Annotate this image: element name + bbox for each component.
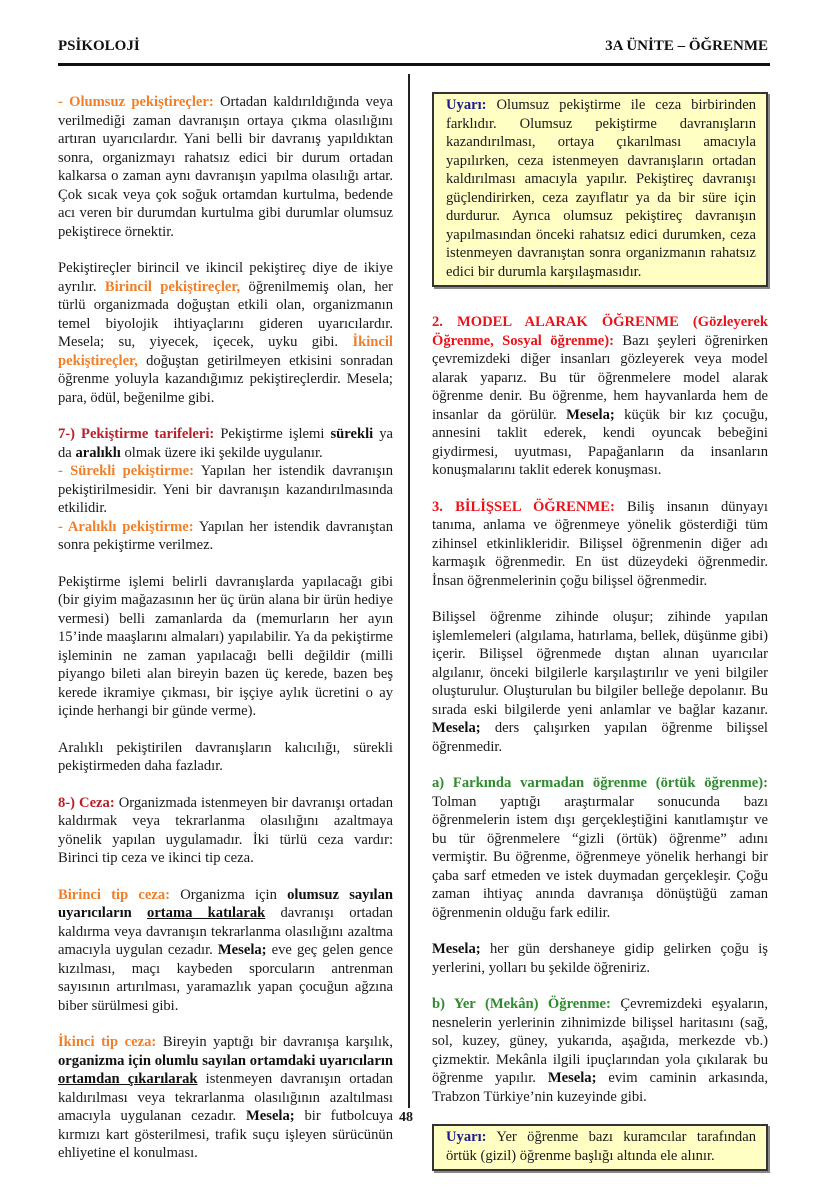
paragraph <box>58 259 393 407</box>
body-text: Tolman yaptığı araştırmalar sonucunda bazı öğrenmelerin istem dışı gerçekleştiğini kanıtlamıştır ve bu tür öğrenmelere “gizli (örtük) öğrenme” adını vermiştir. Bu öğrenme, öğrenmeye yönelik herhangi bir çaba sarf etmeden ve istek duymadan gerçekleşir. Çoğu zaman ihtiyaç anında davranışa dönüştüğü zaman öğrenmenin olduğu fark edilir. <box>432 793 768 921</box>
body-text: Organizma için <box>170 886 288 903</box>
body-text: Yapılan her istendik davranıştan sonra pekiştirme verilmez. <box>58 518 393 553</box>
paragraph <box>432 774 768 922</box>
warning-label: Uyarı: <box>446 1129 487 1145</box>
subsection-heading: a) Farkında varmadan öğrenme (örtük öğrenme): <box>432 775 768 791</box>
body-text: Bazı şeyleri öğrenirken çevremizdeki diğer insanları gözleyerek veya model alarak yaparız. Bu tür öğrenmelere model alarak öğrenme denir. Bu öğrenme, hem hayvanlarda hem de insanlar da görülür. <box>432 332 768 423</box>
body-text: Pekiştirme işlemi belirli davranışlarda yapılacağı gibi (bir giyim mağazasının her üç ürün alana bir ürün hediye vermesi) belli zamanlarda da (memurların her ayın 15’inde maaşlarını almaları) yapılabilir. Ya da pekiştirme işleminin ne zaman yapılacağı belli değildir (milli piyango bileti alan bireyin bazen üç kerede, bazen beş kerede ikramiye çıkması, bir işçiye aylık ücretini o ay içinde herhangi bir günde verme). <box>58 573 393 719</box>
bold-text: Mesela; <box>432 941 481 957</box>
section-heading: 7-) Pekiştirme tarifeleri: <box>58 426 215 442</box>
bold-text: Mesela; <box>566 406 615 423</box>
body-text: evim caminin arkasında, Trabzon Türkiye’nin kuzeyinde gibi. <box>432 1070 768 1105</box>
bold-text: aralıklı <box>75 444 121 461</box>
highlight-term: - Sürekli pekiştirme: <box>58 463 194 479</box>
section-heading: 2. MODEL ALARAK ÖĞRENME (Gözleyerek Öğrenme, Sosyal öğrenme): <box>432 314 768 349</box>
paragraph <box>58 425 393 462</box>
body-text: Bireyin yaptığı bir davranışa karşılık, <box>156 1034 393 1050</box>
warning-box <box>432 92 768 287</box>
bold-text: Mesela; <box>217 942 267 958</box>
warning-box <box>432 1124 768 1171</box>
subsection-heading: b) Yer (Mekân) Öğrenme: <box>432 996 611 1012</box>
body-text: Bilişsel öğrenme zihinde oluşur; zihinde yapılan işlemlemeleri (algılama, hatırlama, bellek, düşünme gibi) içerir. Bilişsel öğrenmede dıştan alınan uyarıcılar algılanır, önceki bilgilerle karşılaştırılır ve yeni bilgiler oluşturulur. Oluşturulan bu bilgiler belleğe depolanır. Bu sırada eski bilgilerde yeni anlamlar ve bağlar kazanır. <box>432 609 768 718</box>
body-text: eve geç gelen gence kızılması, maçı kaybeden sporcuların antrenman sayısının artırılması, yaramazlık yapan çocuğun ağzına biber sürülmesi gibi. <box>58 942 393 1014</box>
paragraph <box>58 573 393 721</box>
paragraph <box>432 940 768 977</box>
body-text: istenmeyen davranışın ortadan kaldırılması veya tekrarlanma olasılığının azaltılması amacıyla uygulanan cezadır. <box>58 1071 393 1124</box>
header-subject: PSİKOLOJİ <box>58 38 140 54</box>
section-heading: 8-) Ceza: <box>58 794 115 811</box>
highlight-term: Birinci tip ceza: <box>58 886 171 903</box>
paragraph <box>446 96 756 281</box>
highlight-term: - Olumsuz pekiştireçler: <box>58 94 214 110</box>
body-text: öğrenilmemiş olan, her türlü organizmada doğuştan etkili olan, organizmanın temel biyolojik ihtiyaçlarını gideren uyarıcılardır. Mesela; su, yiyecek, içecek, uyku gibi. <box>58 278 393 350</box>
section-heading: 3. BİLİŞSEL ÖĞRENME: <box>432 498 615 515</box>
paragraph <box>58 794 393 868</box>
body-text: doğuştan getirilmeyen etkisini sonradan öğrenme yoluyla kazandığımız pekiştireçlerdir. Mesela; para, ödül, beğenilme gibi. <box>58 352 393 406</box>
page-number: 48 <box>399 1110 413 1125</box>
body-text: Pekiştireçler birincil ve ikincil pekiştireç diye de ikiye ayrılır. <box>58 260 393 295</box>
paragraph <box>58 518 393 555</box>
body-text: olmak üzere iki şekilde uygulanır. <box>120 444 323 461</box>
left-column <box>58 93 393 1181</box>
bold-text: organizma için olumlu sayılan ortamdaki uyarıcıların <box>58 1052 393 1069</box>
paragraph <box>432 995 768 1106</box>
body-text: Ortadan kaldırıldığında veya verilmediği zaman davranışın ortaya çıkma olasılığını artıran uyarıcılardır. Yani belli bir davranış yapıldıktan sonra, organizmayı rahatsız edici bir durum ortadan kalkarsa o zaman aynı davranışın yapılma olasılığı artar. Çok sıcak veya çok soğuk ortamdan kurtulma, bedende acı veren bir durumdan kurtulma gibi durumlar olumsuz pekiştirece örnektir. <box>58 94 393 240</box>
bold-text: Mesela; <box>246 1108 295 1124</box>
bold-text: Mesela; <box>432 720 481 736</box>
paragraph <box>432 608 768 756</box>
paragraph <box>58 739 393 776</box>
paragraph <box>432 313 768 480</box>
body-text: ders çalışırken yapılan öğrenme bilişsel öğrenmedir. <box>432 720 768 755</box>
body-text: ya da <box>58 426 393 461</box>
underlined-text: ortama katılarak <box>147 905 266 921</box>
body-text: Yapılan her istendik davranışın pekiştirilmesidir. Yeni bir davranışın kazandırılmasında etkilidir. <box>58 463 393 516</box>
body-text: Olumsuz pekiştirme ile ceza birbirinden farklıdır. Olumsuz pekiştirme davranışların kazandırılması, ortaya çıkarılması amacıyla yapılırken, ceza istenmeyen davranışların ortadan kaldırılması amacıyla yapılır. Pekiştireç davranışı güçlendirirken, ceza zayıflatır ya da bir süre için durdurur. Ayrıca olumsuz pekiştireç davranışın yapılmasından önceki rahatsız edici durumken, ceza istenmeyen davranıştan sonra organizmanın rahatsız edici bir durumla karşılaşmasıdır. <box>446 97 756 280</box>
paragraph <box>432 498 768 591</box>
warning-label: Uyarı: <box>446 97 487 113</box>
highlight-term: - Aralıklı pekiştirme: <box>58 518 194 535</box>
header-unit: 3A ÜNİTE – ÖĞRENME <box>605 38 768 54</box>
highlight-term: Birincil pekiştireçler, <box>104 278 241 295</box>
underlined-text: ortamdan çıkarılarak <box>58 1071 198 1087</box>
paragraph <box>446 1128 756 1165</box>
body-text: Çevremizdeki eşyaların, nesnelerin yerlerinin zihnimizde bilişsel haritasını (sağ, sol, kuzey, güney, yukarıda, aşağıda, merkezde vb.) çizmektir. Mekânla ilgili ipuçlarından yola çıkılarak bu öğrenme yapılır. <box>432 996 768 1086</box>
body-text: bir futbolcuya kırmızı kart gösterilmesi, trafik suçu işleyen sürücünün ehliyetine el konulması. <box>58 1108 393 1161</box>
paragraph <box>58 886 393 1016</box>
right-column <box>432 93 768 1189</box>
paragraph <box>58 1033 393 1163</box>
body-text: Aralıklı pekiştirilen davranışların kalıcılığı, sürekli pekiştirmeden daha fazladır. <box>58 739 393 774</box>
bold-text: sürekli <box>330 426 374 442</box>
body-text: Organizmada istenmeyen bir davranışı ortadan kaldırmak veya tekrarlanma olasılığını azaltmaya yönelik yapılan uygulamadır. İki türlü ceza vardır: Birinci tip ceza ve ikinci tip ceza. <box>58 794 393 866</box>
bold-text: olumsuz sayılan uyarıcıların <box>58 886 393 921</box>
paragraph <box>58 93 393 241</box>
paragraph <box>58 462 393 518</box>
body-text: küçük bir kız çocuğu, annesini taklit ederek, kendi oyuncak bebeğini giydirmesi, uyutması, Papağanların da insanların konuşmalarını taklit ederek konuşması. <box>432 406 768 478</box>
body-text: Pekiştirme işlemi <box>214 426 331 442</box>
header-rule <box>58 63 770 66</box>
body-text: her gün dershaneye gidip gelirken çoğu iş yerlerini, yolları bu şekilde öğreniriz. <box>432 941 768 976</box>
body-text: Yer öğrenme bazı kuramcılar tarafından örtük (gizil) öğrenme başlığı altında ele alınır. <box>446 1129 756 1164</box>
bold-text: Mesela; <box>547 1070 597 1086</box>
body-text: davranışı ortadan kaldırma veya davranışın tekrarlanma olasılığını azaltma amacıyla uygulan cezadır. <box>58 905 393 958</box>
highlight-term: İkinci tip ceza: <box>58 1034 157 1050</box>
column-divider <box>408 74 410 1108</box>
body-text: Biliş insanın dünyayı tanıma, anlama ve öğrenmeye yönelik gösterdiği tüm zihinsel etkinlikleridir. Bilişsel öğrenmenin diğer adı karmaşık öğrenmedir. En üst düzeydeki öğrenmedir. İnsan öğrenmelerinin çoğu bilişsel öğrenmedir. <box>432 498 768 589</box>
highlight-term: İkincil pekiştireçler, <box>58 334 393 369</box>
